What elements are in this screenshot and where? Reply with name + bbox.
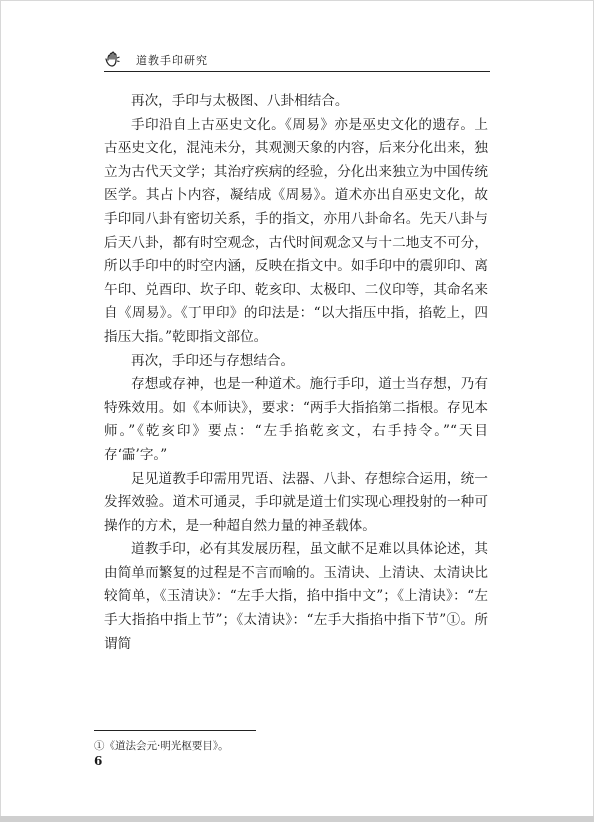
paragraph: 再次，手印还与存想结合。 [131, 352, 295, 369]
paragraph: 手印沿自上古巫史文化。《周易》亦是巫史文化的遗存。上古巫史文化，混沌未分，其观测天象的内容，后来分化出来，独立为古代天文学；其治疗疾病的经验，分化出来独立为中国传统医学。其占卜内容，凝结成《周易》。道术亦出自巫史文化，故手印同八卦有密切关系，手的指文，亦用八卦命名。先天八卦与后天八卦，都有时空观念，古代时间观念又与十二地支不可分，所以手印中的时空内涵，反映在指文中。如手印中的震卯印、离午印、兑酉印、坎子印、乾亥印、太极印、二仪印等，其命名来自《周易》。《丁甲印》的印法是：“以大指压中指，掐乾上，四指压大指。”乾即指文部位。 [104, 116, 488, 345]
hand-mudra-icon [104, 50, 122, 68]
body-text [104, 90, 488, 656]
header-rule [104, 71, 490, 72]
paragraph: 足见道教手印需用咒语、法器、八卦、存想综合运用，统一发挥效验。道术可通灵，手印就是道士们实现心理投射的一种可操作的方术，是一种超自然力量的神圣载体。 [104, 470, 488, 534]
page-number: 6 [94, 754, 103, 768]
running-header [104, 50, 490, 72]
header-title: 道教手印研究 [136, 54, 208, 67]
paragraph: 存想或存神，也是一种道术。施行手印，道士当存想，乃有特殊效用。如《本师诀》，要求：“两手大指掐第二指根。存见本师。”《乾亥印》要点：“左手掐乾亥文，右手持令。”“天目存‘霝’字。” [104, 376, 488, 463]
scan-edge [0, 816, 594, 822]
footnote: ①《道法会元·明光枢要目》。 [94, 740, 229, 752]
paragraph: 再次，手印与太极图、八卦相结合。 [131, 93, 349, 109]
paragraph: 道教手印，必有其发展历程，虽文献不足难以具体论述，其由简单而繁复的过程是不言而喻的。玉清诀、上清诀、太清诀比较简单，《玉清诀》：“左手大指，掐中指中文”；《上清诀》：“左手大指掐中指上节”；《太清诀》：“左手大指掐中指下节”①。所谓简 [104, 541, 488, 652]
footnote-rule [94, 730, 256, 731]
